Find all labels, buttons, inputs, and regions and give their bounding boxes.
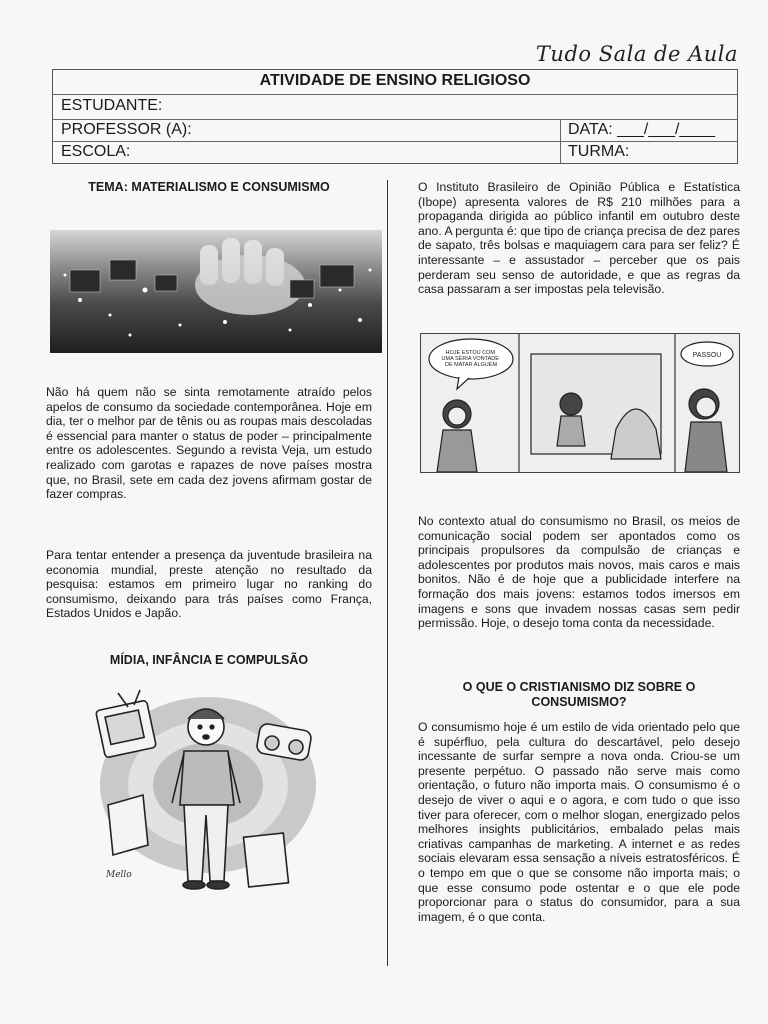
brand-logo: Tudo Sala de Aula	[535, 42, 738, 66]
header-divider	[560, 120, 561, 163]
paragraph-1: Não há quem não se sinta remotamente atraído pelos apelos de consumo da sociedade contemporânea. Hoje em dia, ter o melhor par de tênis ou as roupas mais descoladas é essencial para manter o status de poder – principalmente entre os adolescentes. Segundo a revista Veja, um estudo realizado com garotas e rapazes de nove países mostra que, no Brasil, sete em cada dez jovens afirmam gostar de fazer compras.	[46, 385, 372, 502]
header-form	[52, 69, 738, 164]
paragraph-4: No contexto atual do consumismo no Brasil, os meios de comunicação social podem ser apontados como os principais propulsores da compulsão de crianças e adolescentes por produtos mais novos, mais caros e mais bonitos. Não é de hoje que a publicidade interfere na formação dos mais jovens: estamos todos imersos em imagens e sons que invadem nossas casas sem pedir permissão. Hoje, o desejo toma conta da necessidade.	[418, 514, 740, 631]
teacher-row	[53, 119, 737, 142]
paragraph-3: O Instituto Brasileiro de Opinião Pública e Estatística (Ibope) apresenta valores de R$ 210 milhões para a propaganda dirigida ao público infantil em outubro deste ano. A pergunta é: que tipo de criança precisa de dez pares de sapato, três bolsas e maquiagem cara para ser feliz? É interessante – e assustador – perceber que os pais perderam seu senso de autoridade, e que as regras da casa passaram a ser impostas pela televisão.	[418, 180, 740, 297]
column-divider	[387, 180, 388, 966]
consumerism-banner-image	[50, 230, 382, 353]
school-row	[53, 141, 737, 163]
media-heading: MÍDIA, INFÂNCIA E COMPULSÃO	[109, 653, 309, 667]
topic-heading: TEMA: MATERIALISMO E CONSUMISMO	[88, 180, 330, 194]
paragraph-5: O consumismo hoje é um estilo de vida orientado pelo que é supérfluo, pela cultura do descartável, pelo desejo incessante de surfar sempre a nova onda. Criou-se um presente perpétuo. O passado não serve mais como orientação, o futuro não importa mais. O consumismo é o desejo de viver o aqui e o agora, e com tudo o que isso tiver para oferecer, com o melhor slogan, energizado pelos melhores insights publicitários, embalado pelas mais criativas campanhas de marketing. A internet e as redes sociais elevaram essa sensação a níveis estratosféricos. É o tempo em que o que se consome não importa mais; o que esse consumo pode ostentar e o que ele pode proporcionar para o status do consumidor, para a sua imagem, é o que conta.	[418, 720, 740, 924]
comic-bubble-1: HOJE ESTOU COM UMA SÉRIA VONTADE DE MATAR ALGUÉM	[441, 350, 499, 368]
date-field[interactable]: DATA: ___/___/____	[568, 121, 716, 138]
page-title: ATIVIDADE DE ENSINO RELIGIOSO	[259, 72, 531, 89]
class-field[interactable]: TURMA:	[568, 143, 630, 160]
cartoon-signature: Mello	[106, 870, 132, 880]
cartoon-boy-illustration	[88, 685, 320, 897]
teacher-field[interactable]: PROFESSOR (A):	[61, 121, 192, 138]
school-field[interactable]: ESCOLA:	[61, 143, 131, 160]
student-row	[53, 94, 737, 120]
paragraph-2: Para tentar entender a presença da juventude brasileira na economia mundial, preste atenção no resultado da pesquisa: estamos em primeiro lugar no ranking do consumismo, deixando para trás países como França, Estados Unidos e Japão.	[46, 548, 372, 621]
header-title-row	[53, 70, 737, 95]
comic-strip-image	[420, 333, 740, 473]
christianity-heading: O QUE O CRISTIANISMO DIZ SOBRE O CONSUMISMO?	[462, 680, 696, 709]
comic-bubble-2: PASSOU	[692, 352, 722, 359]
student-field[interactable]: ESTUDANTE:	[61, 97, 163, 114]
